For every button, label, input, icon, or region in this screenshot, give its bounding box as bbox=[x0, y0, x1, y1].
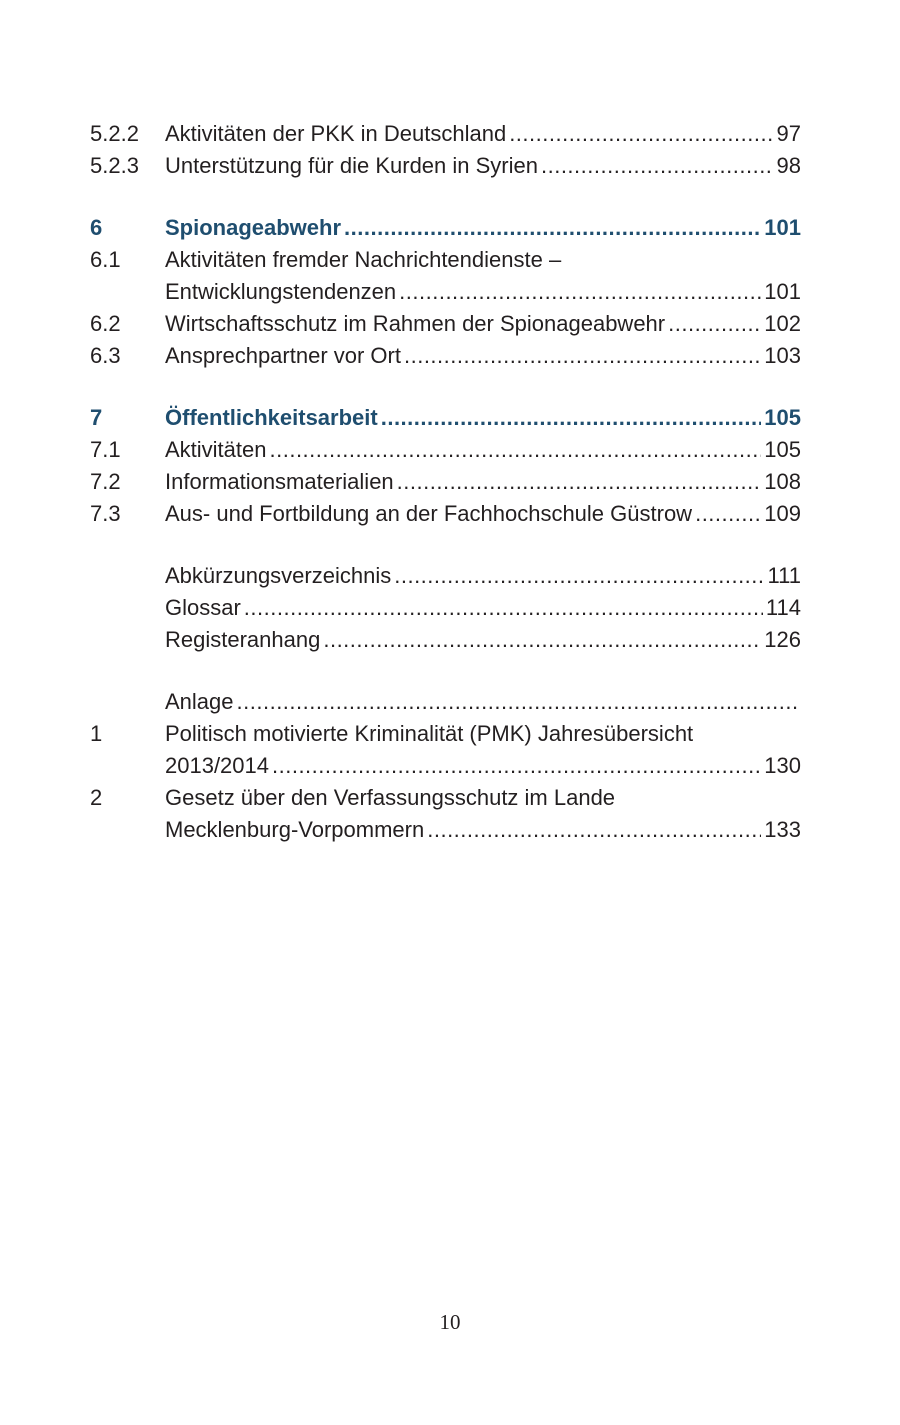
toc-title: Registeranhang bbox=[165, 627, 321, 652]
dot-leader bbox=[509, 118, 773, 150]
dot-leader bbox=[427, 814, 761, 846]
dot-leader bbox=[272, 750, 761, 782]
toc-title: Informationsmaterialien bbox=[165, 469, 394, 494]
dot-leader bbox=[323, 624, 761, 656]
toc-title: Unterstützung für die Kurden in Syrien bbox=[165, 153, 538, 178]
toc-entry-6-3 bbox=[90, 340, 801, 372]
toc-title: Politisch motivierte Kriminalität (PMK) Jahresübersicht bbox=[165, 721, 694, 746]
toc-page: 103 bbox=[764, 343, 801, 368]
toc-entry-anlage-1 bbox=[90, 718, 801, 750]
toc-page: 102 bbox=[764, 311, 801, 336]
toc-page: 98 bbox=[776, 153, 801, 178]
toc-title: Aus- und Fortbildung an der Fachhochschule Güstrow bbox=[165, 501, 693, 526]
toc-entry-anlage-2 bbox=[90, 782, 801, 814]
toc-entry-6-1-continued bbox=[90, 276, 801, 308]
dot-leader bbox=[381, 402, 762, 434]
page-number: 10 bbox=[439, 1310, 461, 1334]
dot-leader bbox=[344, 212, 761, 244]
toc-title: Aktivitäten der PKK in Deutschland bbox=[165, 121, 507, 146]
toc-entry-7-3 bbox=[90, 498, 801, 530]
toc-title: Anlage bbox=[165, 689, 234, 714]
toc-page: 105 bbox=[764, 437, 801, 462]
toc-entry-anlage-1-continued bbox=[90, 750, 801, 782]
dot-leader bbox=[394, 560, 764, 592]
toc-number: 1 bbox=[90, 721, 103, 746]
toc-entry-6-1 bbox=[90, 244, 801, 276]
toc-title: Aktivitäten fremder Nachrichtendienste – bbox=[165, 247, 562, 272]
toc-entry-registeranhang bbox=[90, 624, 801, 656]
toc-entry-7-1 bbox=[90, 434, 801, 466]
toc-entry-abkuerzungsverzeichnis bbox=[90, 560, 801, 592]
toc-number: 7.3 bbox=[90, 501, 121, 526]
toc-number: 7.2 bbox=[90, 469, 121, 494]
toc-title: Gesetz über den Verfassungsschutz im Lande bbox=[165, 785, 616, 810]
toc-page: 126 bbox=[764, 627, 801, 652]
dot-leader bbox=[541, 150, 774, 182]
dot-leader bbox=[244, 592, 763, 624]
toc-number: 6.3 bbox=[90, 343, 121, 368]
dot-leader bbox=[237, 686, 798, 718]
toc-title: Spionageabwehr bbox=[165, 215, 342, 240]
toc-entry-5-2-2 bbox=[90, 118, 801, 150]
toc-chapter-7 bbox=[90, 402, 801, 434]
toc-title: Mecklenburg-Vorpommern bbox=[165, 817, 425, 842]
toc-entry-glossar bbox=[90, 592, 801, 624]
toc-number: 7.1 bbox=[90, 437, 121, 462]
dot-leader bbox=[668, 308, 761, 340]
toc-page: 105 bbox=[764, 405, 801, 430]
toc-number: 5.2.2 bbox=[90, 121, 139, 146]
toc-title: Öffentlichkeitsarbeit bbox=[165, 405, 378, 430]
toc-page: 133 bbox=[764, 817, 801, 842]
toc-entry-7-2 bbox=[90, 466, 801, 498]
toc-page: 108 bbox=[764, 469, 801, 494]
toc-entry-6-2 bbox=[90, 308, 801, 340]
dot-leader bbox=[695, 498, 761, 530]
toc-entry-anlage bbox=[90, 686, 801, 718]
toc-title: Wirtschaftsschutz im Rahmen der Spionageabwehr bbox=[165, 311, 666, 336]
toc-title: Abkürzungsverzeichnis bbox=[165, 563, 392, 588]
toc-title: Ansprechpartner vor Ort bbox=[165, 343, 401, 368]
dot-leader bbox=[270, 434, 762, 466]
toc-number: 6 bbox=[90, 215, 103, 240]
toc-entry-anlage-2-continued bbox=[90, 814, 801, 846]
toc-page: 114 bbox=[765, 595, 801, 620]
dot-leader bbox=[397, 466, 762, 498]
toc-number: 5.2.3 bbox=[90, 153, 139, 178]
table-of-contents bbox=[90, 118, 801, 846]
toc-page: 111 bbox=[767, 563, 801, 588]
toc-page: 97 bbox=[776, 121, 801, 146]
toc-title: Aktivitäten bbox=[165, 437, 267, 462]
toc-page: 101 bbox=[764, 279, 801, 304]
toc-title: Glossar bbox=[165, 595, 241, 620]
toc-number: 7 bbox=[90, 405, 103, 430]
toc-title: 2013/2014 bbox=[165, 753, 269, 778]
dot-leader bbox=[404, 340, 761, 372]
toc-page: 109 bbox=[764, 501, 801, 526]
toc-page: 101 bbox=[764, 215, 801, 240]
toc-chapter-6 bbox=[90, 212, 801, 244]
toc-number: 6.1 bbox=[90, 247, 121, 272]
toc-number: 6.2 bbox=[90, 311, 121, 336]
toc-title: Entwicklungstendenzen bbox=[165, 279, 397, 304]
toc-entry-5-2-3 bbox=[90, 150, 801, 182]
toc-number: 2 bbox=[90, 785, 103, 810]
toc-page: 130 bbox=[764, 753, 801, 778]
dot-leader bbox=[399, 276, 761, 308]
